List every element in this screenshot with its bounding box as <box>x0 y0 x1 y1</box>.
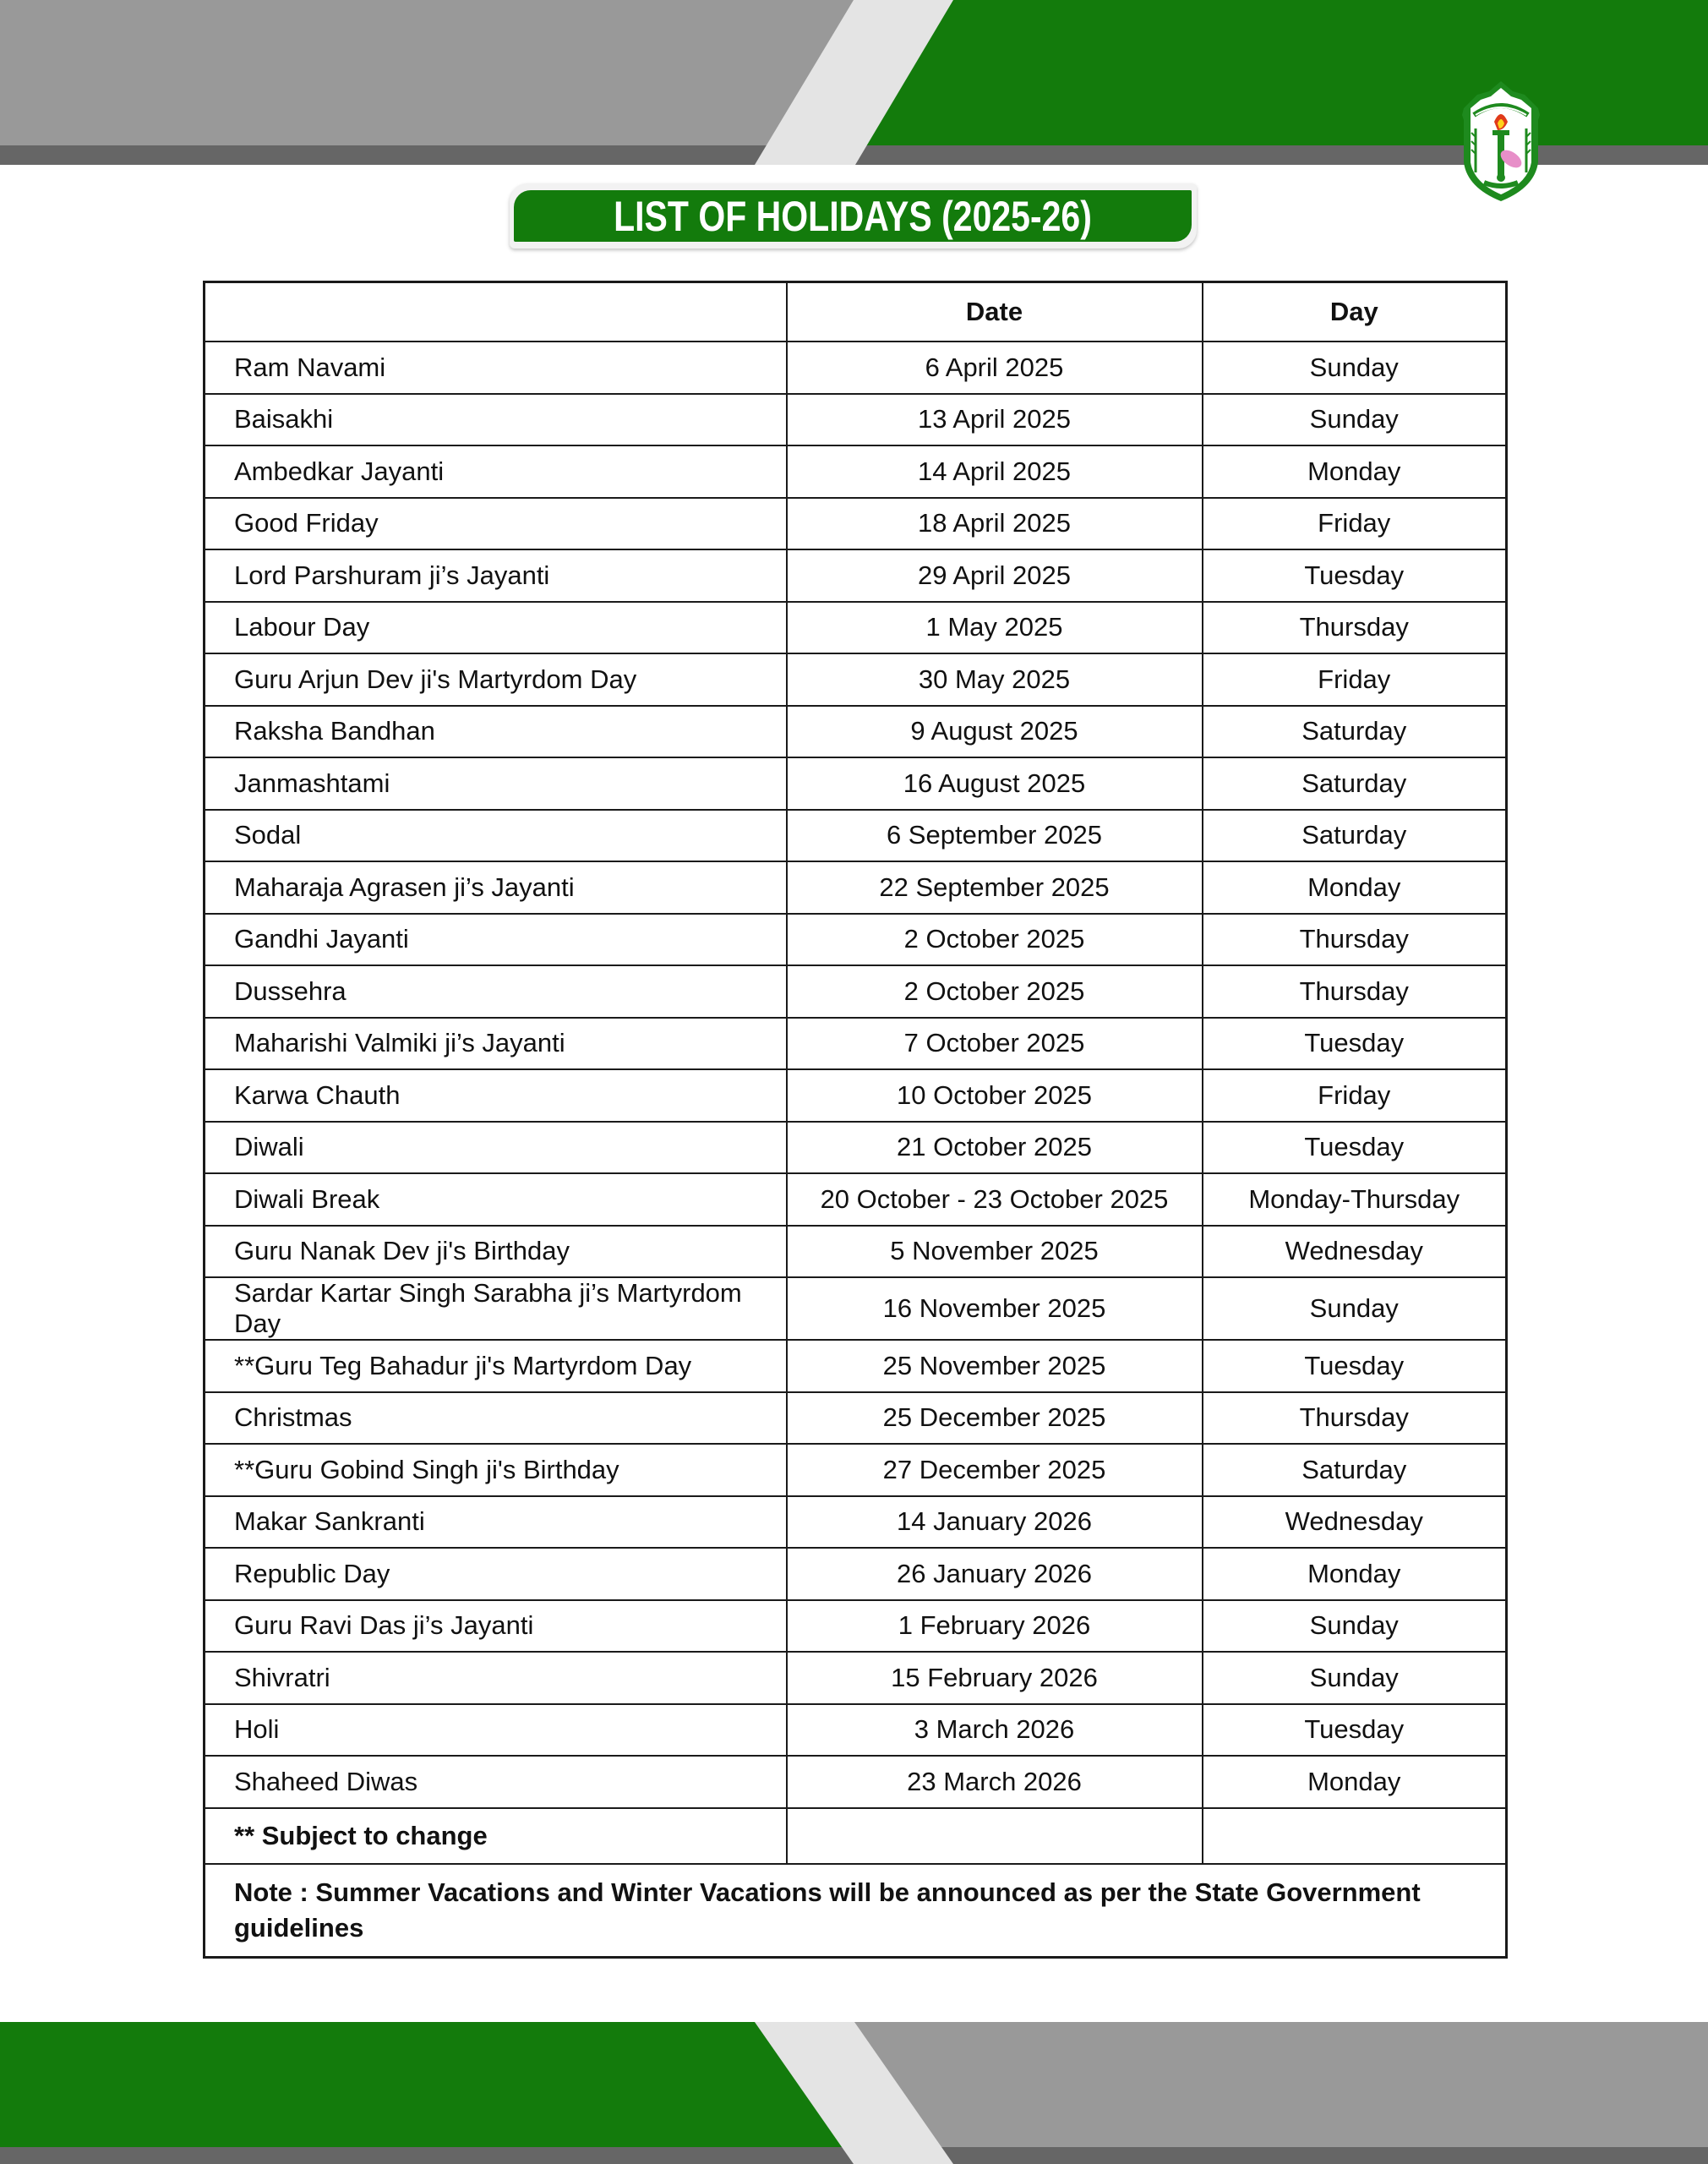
table-row <box>205 810 1507 862</box>
footnote-row <box>205 1808 1507 1864</box>
title-banner <box>514 190 1192 242</box>
header-date: Date <box>787 282 1203 342</box>
table-row <box>205 1600 1507 1653</box>
table-row <box>205 1756 1507 1808</box>
holiday-table-body <box>205 342 1507 1808</box>
holiday-name: Diwali Break <box>205 1173 787 1226</box>
holiday-name: Guru Arjun Dev ji's Martyrdom Day <box>205 653 787 706</box>
holiday-date: 29 April 2025 <box>787 549 1203 602</box>
holiday-date: 23 March 2026 <box>787 1756 1203 1808</box>
holiday-name: **Guru Teg Bahadur ji's Martyrdom Day <box>205 1340 787 1392</box>
table-row <box>205 1392 1507 1445</box>
title-banner-frame <box>510 183 1197 249</box>
holiday-table <box>203 281 1508 1959</box>
holiday-date: 2 October 2025 <box>787 914 1203 966</box>
holiday-day: Thursday <box>1203 1392 1507 1445</box>
holiday-date: 27 December 2025 <box>787 1444 1203 1496</box>
note-text: Note : Summer Vacations and Winter Vacations will be announced as per the State Government guidelines <box>205 1864 1507 1958</box>
page-title: LIST OF HOLIDAYS (2025-26) <box>614 192 1092 240</box>
footnote-text: ** Subject to change <box>205 1808 787 1864</box>
table-row <box>205 1444 1507 1496</box>
holiday-date: 10 October 2025 <box>787 1069 1203 1122</box>
holiday-name: Shivratri <box>205 1652 787 1704</box>
holiday-name: Karwa Chauth <box>205 1069 787 1122</box>
footer-band-graphic <box>0 2022 1708 2164</box>
holiday-date: 13 April 2025 <box>787 394 1203 446</box>
holiday-day: Wednesday <box>1203 1226 1507 1278</box>
holiday-day: Friday <box>1203 1069 1507 1122</box>
table-row <box>205 1018 1507 1070</box>
holiday-name: Guru Ravi Das ji’s Jayanti <box>205 1600 787 1653</box>
holiday-date: 20 October - 23 October 2025 <box>787 1173 1203 1226</box>
holiday-day: Sunday <box>1203 1277 1507 1340</box>
holiday-name: Christmas <box>205 1392 787 1445</box>
holiday-name: Gandhi Jayanti <box>205 914 787 966</box>
holiday-day: Sunday <box>1203 1600 1507 1653</box>
holiday-name: Sodal <box>205 810 787 862</box>
holiday-date: 7 October 2025 <box>787 1018 1203 1070</box>
table-row <box>205 498 1507 550</box>
holiday-date: 22 September 2025 <box>787 861 1203 914</box>
holiday-name: Baisakhi <box>205 394 787 446</box>
holiday-date: 25 December 2025 <box>787 1392 1203 1445</box>
holiday-date: 9 August 2025 <box>787 706 1203 758</box>
table-row <box>205 757 1507 810</box>
table-row <box>205 1173 1507 1226</box>
holiday-date: 16 November 2025 <box>787 1277 1203 1340</box>
holiday-name: Janmashtami <box>205 757 787 810</box>
holiday-date: 18 April 2025 <box>787 498 1203 550</box>
table-row <box>205 342 1507 394</box>
holiday-name: Ram Navami <box>205 342 787 394</box>
holiday-day: Tuesday <box>1203 549 1507 602</box>
holiday-date: 25 November 2025 <box>787 1340 1203 1392</box>
table-row <box>205 1226 1507 1278</box>
holiday-name: Shaheed Diwas <box>205 1756 787 1808</box>
holiday-day: Tuesday <box>1203 1018 1507 1070</box>
holiday-date: 26 January 2026 <box>787 1548 1203 1600</box>
holiday-date: 5 November 2025 <box>787 1226 1203 1278</box>
holiday-day: Tuesday <box>1203 1340 1507 1392</box>
holiday-name: Lord Parshuram ji’s Jayanti <box>205 549 787 602</box>
holiday-name: Raksha Bandhan <box>205 706 787 758</box>
holiday-date: 21 October 2025 <box>787 1122 1203 1174</box>
table-header-row <box>205 282 1507 342</box>
holiday-name: **Guru Gobind Singh ji's Birthday <box>205 1444 787 1496</box>
holiday-name: Maharishi Valmiki ji’s Jayanti <box>205 1018 787 1070</box>
holiday-day: Sunday <box>1203 394 1507 446</box>
holiday-day: Saturday <box>1203 757 1507 810</box>
holiday-date: 30 May 2025 <box>787 653 1203 706</box>
table-row <box>205 445 1507 498</box>
note-row <box>205 1864 1507 1958</box>
table-row <box>205 1652 1507 1704</box>
holiday-day: Wednesday <box>1203 1496 1507 1549</box>
table-row <box>205 1122 1507 1174</box>
holiday-day: Monday <box>1203 861 1507 914</box>
holiday-day: Saturday <box>1203 1444 1507 1496</box>
holiday-day: Monday-Thursday <box>1203 1173 1507 1226</box>
header-green-panel <box>866 0 1708 145</box>
holiday-name: Maharaja Agrasen ji’s Jayanti <box>205 861 787 914</box>
holiday-day: Saturday <box>1203 706 1507 758</box>
holiday-date: 14 April 2025 <box>787 445 1203 498</box>
holiday-day: Tuesday <box>1203 1704 1507 1757</box>
table-row <box>205 914 1507 966</box>
holiday-date: 2 October 2025 <box>787 965 1203 1018</box>
holiday-day: Sunday <box>1203 1652 1507 1704</box>
table-row <box>205 549 1507 602</box>
holiday-date: 15 February 2026 <box>787 1652 1203 1704</box>
footnote-empty-day <box>1203 1808 1507 1864</box>
holiday-day: Monday <box>1203 1756 1507 1808</box>
holiday-day: Saturday <box>1203 810 1507 862</box>
holiday-name: Holi <box>205 1704 787 1757</box>
holiday-name: Guru Nanak Dev ji's Birthday <box>205 1226 787 1278</box>
header-day: Day <box>1203 282 1507 342</box>
table-row <box>205 602 1507 654</box>
holiday-day: Friday <box>1203 498 1507 550</box>
holiday-name: Makar Sankranti <box>205 1496 787 1549</box>
holiday-day: Tuesday <box>1203 1122 1507 1174</box>
holiday-day: Thursday <box>1203 602 1507 654</box>
table-row <box>205 1340 1507 1392</box>
holiday-day: Monday <box>1203 1548 1507 1600</box>
holiday-name: Ambedkar Jayanti <box>205 445 787 498</box>
holiday-day: Sunday <box>1203 342 1507 394</box>
holiday-date: 1 February 2026 <box>787 1600 1203 1653</box>
holiday-name: Diwali <box>205 1122 787 1174</box>
school-crest-icon <box>1450 78 1552 205</box>
holiday-day: Thursday <box>1203 914 1507 966</box>
header-holiday <box>205 282 787 342</box>
holiday-date: 6 April 2025 <box>787 342 1203 394</box>
holiday-day: Thursday <box>1203 965 1507 1018</box>
table-row <box>205 861 1507 914</box>
holiday-date: 3 March 2026 <box>787 1704 1203 1757</box>
holiday-name: Good Friday <box>205 498 787 550</box>
table-row <box>205 706 1507 758</box>
holiday-day: Friday <box>1203 653 1507 706</box>
footer-green-panel <box>0 2022 843 2147</box>
holiday-date: 1 May 2025 <box>787 602 1203 654</box>
table-row <box>205 1069 1507 1122</box>
holiday-date: 14 January 2026 <box>787 1496 1203 1549</box>
table-row <box>205 1704 1507 1757</box>
footer-band <box>0 2022 1708 2164</box>
table-row <box>205 653 1507 706</box>
holiday-name: Sardar Kartar Singh Sarabha ji’s Martyrdom Day <box>205 1277 787 1340</box>
holiday-date: 16 August 2025 <box>787 757 1203 810</box>
table-row <box>205 394 1507 446</box>
holiday-day: Monday <box>1203 445 1507 498</box>
footnote-empty-date <box>787 1808 1203 1864</box>
table-row <box>205 965 1507 1018</box>
table-row <box>205 1548 1507 1600</box>
holiday-date: 6 September 2025 <box>787 810 1203 862</box>
table-row <box>205 1496 1507 1549</box>
holiday-name: Dussehra <box>205 965 787 1018</box>
table-row <box>205 1277 1507 1340</box>
holiday-name: Republic Day <box>205 1548 787 1600</box>
holiday-name: Labour Day <box>205 602 787 654</box>
